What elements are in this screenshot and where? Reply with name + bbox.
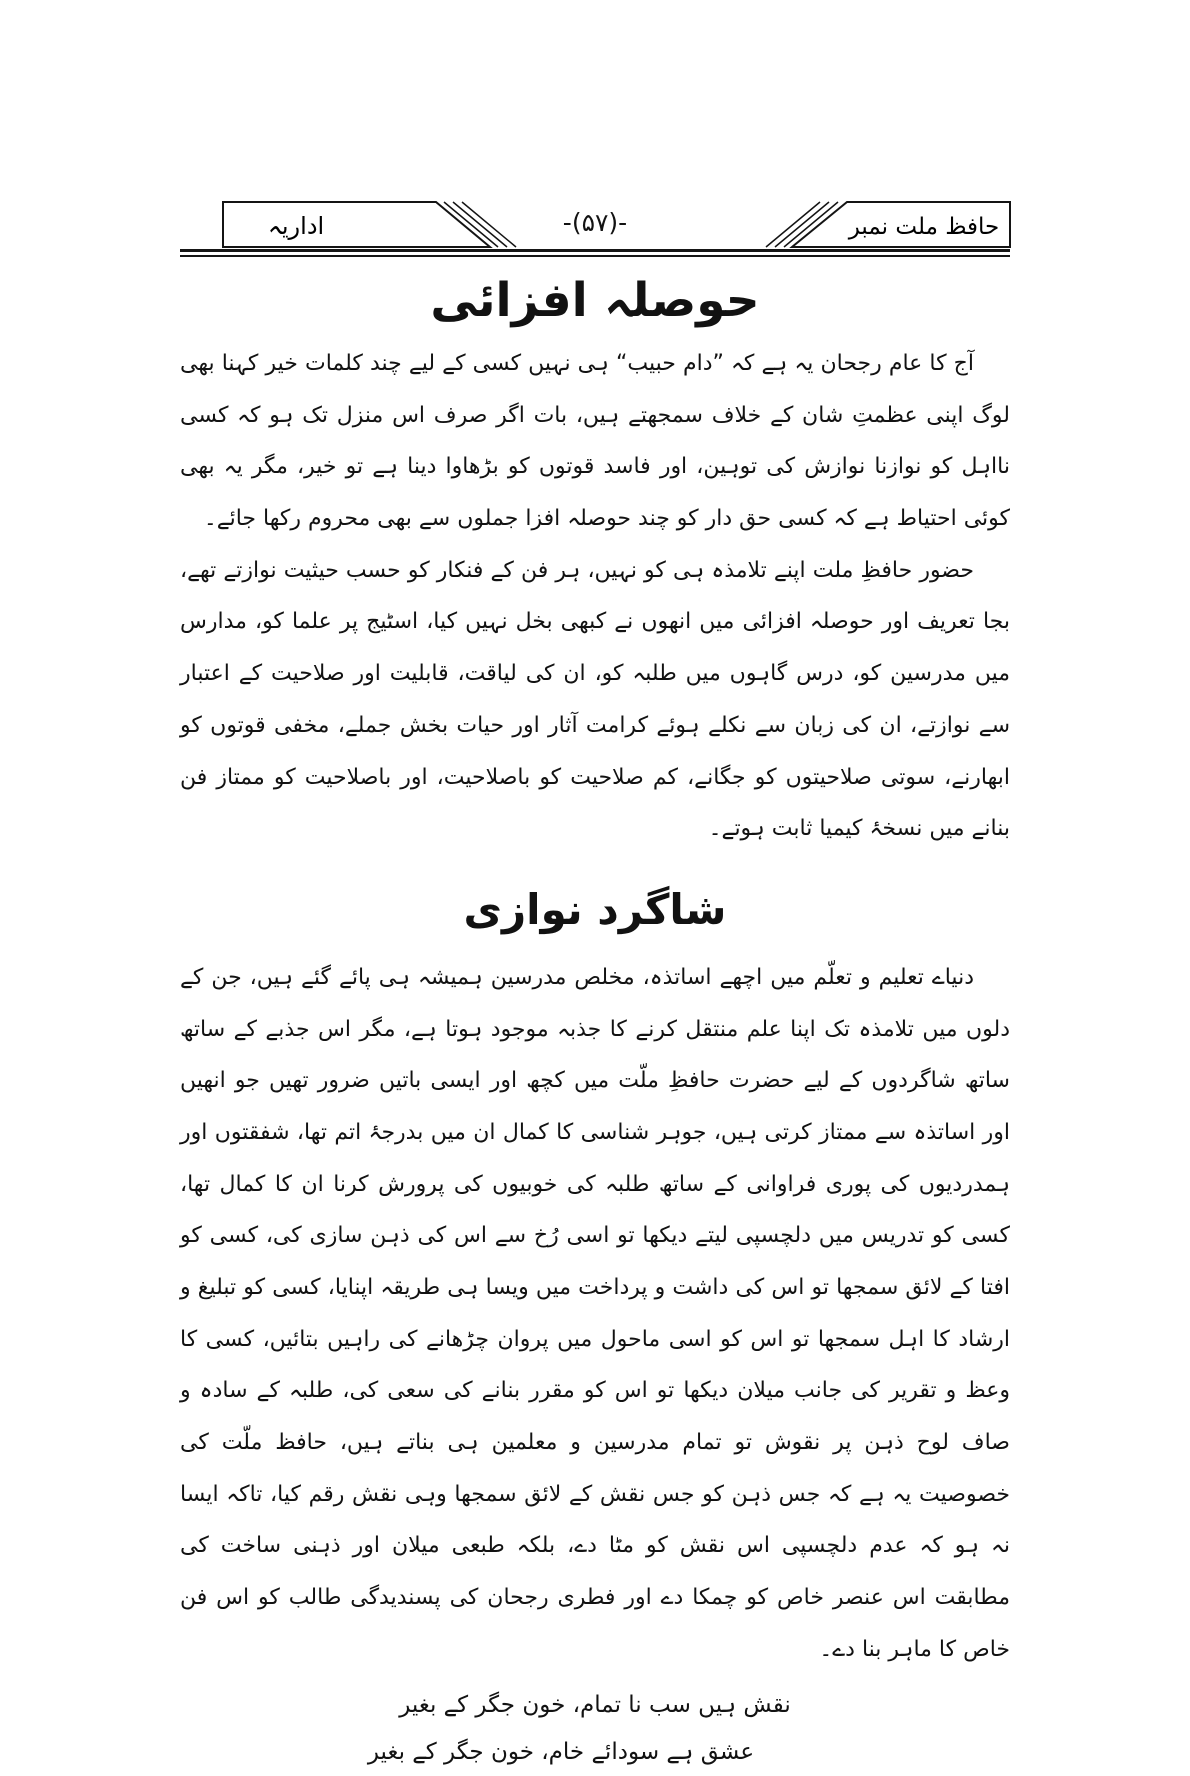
header-ornament-right	[602, 200, 1012, 250]
page-body	[180, 257, 1010, 1776]
page-header	[180, 200, 1010, 250]
paragraph-huzoor-hafiz-millat: حضور حافظِ ملت اپنے تلامذہ ہی کو نہیں، ہر فن کے فنکار کو حسب حیثیت نوازتے تھے، بجا تعریف اور حوصلہ افزائی میں انھوں نے کبھی بخل نہیں کیا، اسٹیج پر علما کو، مدارس میں مدرسین کو، درس گاہوں میں طلبہ کو، ان کی لیاقت، قابلیت اور صلاحیت کے اعتبار سے نوازتے، ان کی زبان سے نکلے ہوئے کرامت آثار اور حیات بخش جملے، مخفی قوتوں کو ابھارنے، سوتی صلاحیتوں کو جگانے، کم صلاحیت کو باصلاحیت، اور باصلاحیت کو ممتاز فن بنانے میں نسخۂ کیمیا ثابت ہوتے۔	[180, 557, 1010, 842]
header-divider	[180, 249, 1010, 257]
poetry-line-2: عشق ہے سودائے خام، خون جگر کے بغیر	[367, 1738, 755, 1765]
document-page	[180, 0, 1010, 1776]
header-left-label: اداریہ	[267, 212, 325, 240]
poetry-line-1: نقش ہیں سب نا تمام، خون جگر کے بغیر	[399, 1691, 791, 1718]
header-right-label: حافظ ملت نمبر	[848, 214, 1000, 240]
section-title-shagird-nawazi: شاگرد نوازی	[463, 884, 727, 934]
page-number: -(۵۷)-	[562, 208, 628, 237]
paragraph-general-trend: آج کا عام رجحان یہ ہے کہ ”دام حبیب“ ہی نہیں کسی کے لیے چند کلمات خیر کہنا بھی لوگ اپنی عظمتِ شان کے خلاف سمجھتے ہیں، بات اگر صرف اس منزل تک ہو کہ کسی نااہل کو نوازنا نوازش کی توہین، اور فاسد قوتوں کو بڑھاوا دینا ہے تو خیر، مگر یہ بھی کوئی احتیاط ہے کہ کسی حق دار کو چند حوصلہ افزا جملوں سے بھی محروم رکھا جائے۔	[180, 351, 1010, 532]
paragraph-teachers-world: دنیاے تعلیم و تعلّم میں اچھے اساتذہ، مخلص مدرسین ہمیشہ ہی پائے گئے ہیں، جن کے دلوں میں تلامذہ تک اپنا علم منتقل کرنے کا جذبہ موجود ہوتا ہے، مگر اس جذبے کے ساتھ ساتھ شاگردوں کے لیے حضرت حافظِ ملّت میں کچھ اور ایسی باتیں ضرور تھیں جو انھیں اور اساتذہ سے ممتاز کرتی ہیں، جوہر شناسی کا کمال ان میں بدرجۂ اتم تھا، شفقتوں اور ہمدردیوں کی پوری فراوانی کے ساتھ طلبہ کی خوبیوں کی پرورش کرنا ان کا کمال تھا، کسی کو تدریس میں دلچسپی لیتے دیکھا تو اسی رُخ سے اس کی ذہن سازی کی، کسی کو افتا کے لائق سمجھا تو اس کی داشت و پرداخت میں ویسا ہی طریقہ اپنایا، کسی کو تبلیغ و ارشاد کا اہل سمجھا تو اس کو اسی ماحول میں پروان چڑھانے کی راہیں بتائیں، کسی کا وعظ و تقریر کی جانب میلان دیکھا تو اس کو مقرر بنانے کی سعی کی، طلبہ کے سادہ و صاف لوح ذہن پر نقوش تو تمام مدرسین و معلمین ہی بناتے ہیں، حافظ ملّت کی خصوصیت یہ ہے کہ جس ذہن کو جس نقش کے لائق سمجھا وہی نقش رقم کیا، تاکہ ایسا نہ ہو کہ عدم دلچسپی اس نقش کو مٹا دے، بلکہ طبعی میلان اور ذہنی ساخت کی مطابقت اس عنصر خاص کو چمکا دے اور فطری رجحان کی پسندیدگی طالب کو اس فن خاص کا ماہر بنا دے۔	[180, 964, 1010, 1662]
header-ornament-left	[178, 200, 588, 250]
section-title-hausla-afzai: حوصلہ افزائی	[430, 273, 760, 328]
poetry-couplet	[180, 1676, 1010, 1776]
